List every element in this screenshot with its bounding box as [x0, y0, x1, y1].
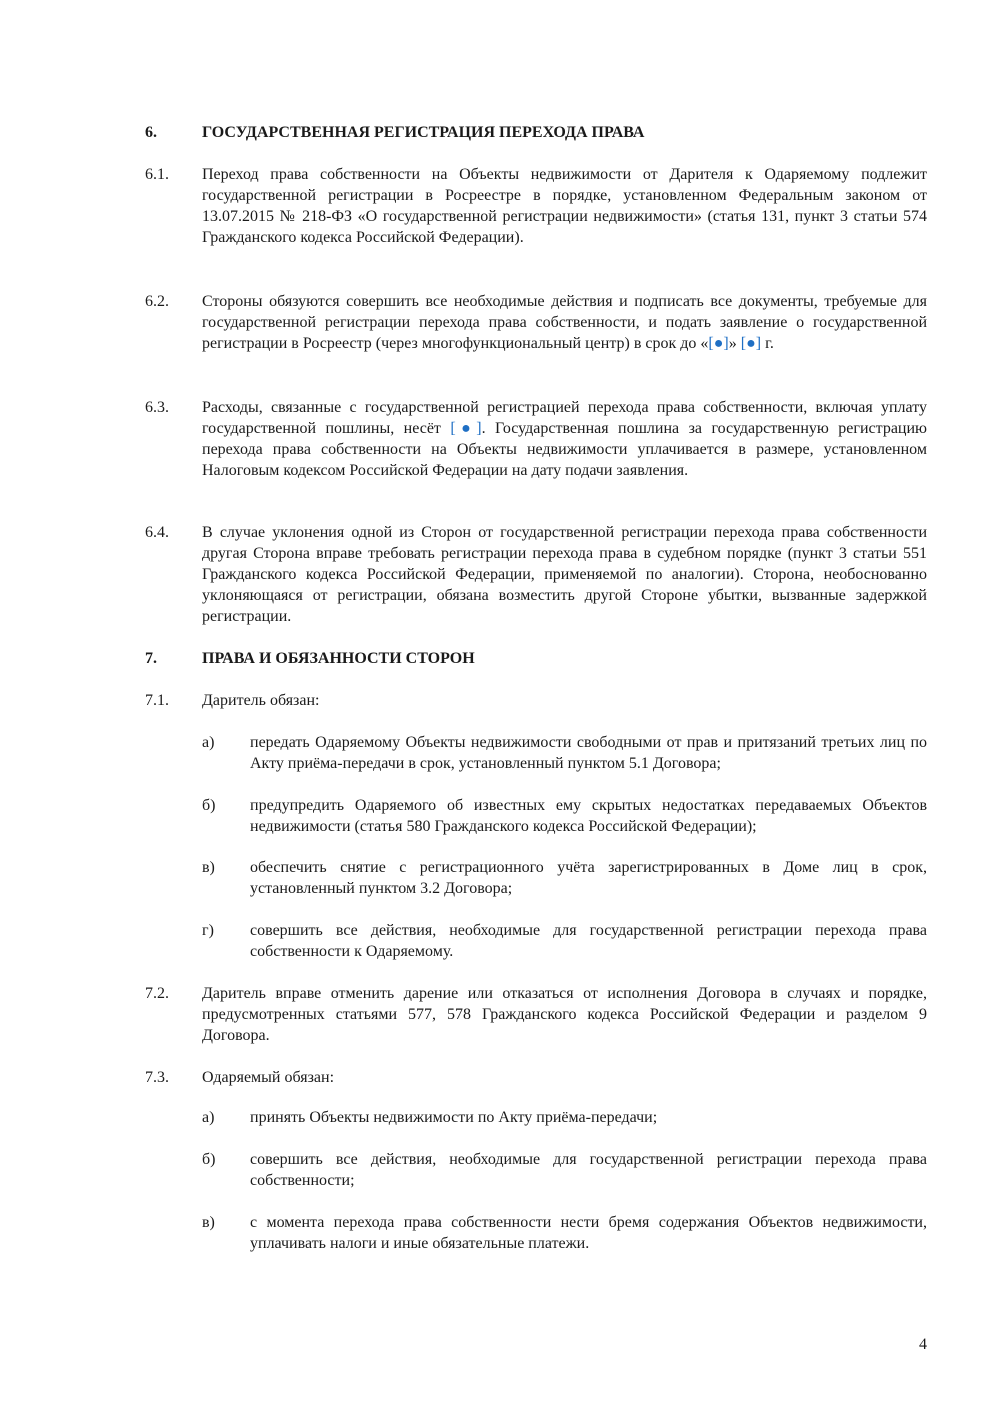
section-number: 6. — [145, 124, 157, 141]
list-item — [202, 857, 927, 899]
clause — [145, 983, 927, 1046]
clause-number: 7.3. — [145, 1069, 169, 1086]
list-item — [202, 1149, 927, 1191]
list-item-text: предупредить Одаряемого об известных ему скрытых недостатках передаваемых Объектов недвижимости (статья 580 Гражданского кодекса Российской Федерации); — [250, 797, 927, 835]
clause-text-part: » — [728, 335, 741, 352]
clause — [145, 1067, 927, 1088]
list-item-letter: б) — [202, 1151, 216, 1168]
section-heading — [145, 648, 927, 669]
list-item-letter: б) — [202, 797, 216, 814]
clause-text-part: Расходы, связанные с государственной регистрацией перехода права собственности, включая уплату государственной пошлины, несёт — [202, 399, 927, 437]
list-item-text: совершить все действия, необходимые для государственной регистрации перехода права собственности; — [250, 1151, 927, 1189]
clause — [145, 164, 927, 248]
section-title: ПРАВА И ОБЯЗАННОСТИ СТОРОН — [202, 650, 475, 667]
list-item — [202, 1107, 927, 1128]
list-item-text: принять Объекты недвижимости по Акту приёма-передачи; — [250, 1109, 658, 1126]
clause-number: 6.2. — [145, 293, 169, 310]
list-item — [202, 920, 927, 962]
list-item-letter: а) — [202, 734, 215, 751]
list-item-letter: г) — [202, 922, 214, 939]
clause-number: 6.4. — [145, 524, 169, 541]
clause-text: Одаряемый обязан: — [202, 1069, 335, 1086]
section-title: ГОСУДАРСТВЕННАЯ РЕГИСТРАЦИЯ ПЕРЕХОДА ПРАВА — [202, 124, 645, 141]
clause-number: 7.1. — [145, 692, 169, 709]
clause — [145, 291, 927, 354]
clause-number: 6.3. — [145, 399, 169, 416]
clause-text — [202, 291, 927, 354]
clause-text: Даритель вправе отменить дарение или отказаться от исполнения Договора в случаях и порядке, предусмотренных статьями 577, 578 Гражданского кодекса Российской Федерации и разделом 9 Договора. — [202, 985, 927, 1044]
list-item — [202, 795, 927, 837]
list-item-text: передать Одаряемому Объекты недвижимости свободными от прав и притязаний третьих лиц по Акту приёма-передачи в срок, установленный пунктом 5.1 Договора; — [250, 734, 927, 772]
clause — [145, 397, 927, 481]
section-heading — [145, 122, 927, 143]
clause — [145, 522, 927, 627]
page-number: 4 — [919, 1336, 927, 1353]
clause-number: 7.2. — [145, 985, 169, 1002]
list-item-text: с момента перехода права собственности нести бремя содержания Объектов недвижимости, уплачивать налоги и иные обязательные платежи. — [250, 1214, 927, 1252]
clause-text — [202, 397, 927, 481]
clause-text: Даритель обязан: — [202, 692, 320, 709]
list-item — [202, 732, 927, 774]
list-item — [202, 1212, 927, 1254]
list-item-text: обеспечить снятие с регистрационного учёта зарегистрированных в Доме лиц в срок, установленный пунктом 3.2 Договора; — [250, 859, 927, 897]
placeholder-field: [●] — [740, 335, 762, 352]
list-item-letter: в) — [202, 1214, 215, 1231]
clause — [145, 690, 927, 711]
section-number: 7. — [145, 650, 157, 667]
list-item-letter: а) — [202, 1109, 215, 1126]
list-item-letter: в) — [202, 859, 215, 876]
placeholder-field: [●] — [450, 420, 482, 437]
clause-text: В случае уклонения одной из Сторон от государственной регистрации перехода права собственности другая Сторона вправе требовать регистрации перехода права в судебном порядке (пункт 3 статьи 551 Гражданского кодекса Российской Федерации, применяемой по аналогии). Сторона, необоснованно уклоняющаяся от регистрации, обязана возместить другой Стороне убытки, вызванные задержкой регистрации. — [202, 524, 927, 625]
clause-text: Переход права собственности на Объекты недвижимости от Дарителя к Одаряемому подлежит государственной регистрации в Росреестре в порядке, установленном Федеральным законом от 13.07.2015 № 218-ФЗ «О государственной регистрации недвижимости» (статья 131, пункт 3 статьи 574 Гражданского кодекса Российской Федерации). — [202, 166, 927, 246]
list-item-text: совершить все действия, необходимые для государственной регистрации перехода права собственности к Одаряемому. — [250, 922, 927, 960]
clause-number: 6.1. — [145, 166, 169, 183]
clause-text-part: . Государственная пошлина за государственную регистрацию перехода права собственности на Объекты недвижимости уплачивается в размере, установленном Налоговым кодексом Российской Федерации на дату подачи заявления. — [202, 420, 928, 479]
clause-text-part: г. — [761, 335, 774, 352]
placeholder-field: [●] — [708, 335, 729, 352]
clause-text-part: Стороны обязуются совершить все необходимые действия и подписать все документы, требуемые для государственной регистрации перехода права собственности, и подать заявление о государственной регистрации в Росреестр (через многофункциональный центр) в срок до « — [202, 293, 927, 352]
